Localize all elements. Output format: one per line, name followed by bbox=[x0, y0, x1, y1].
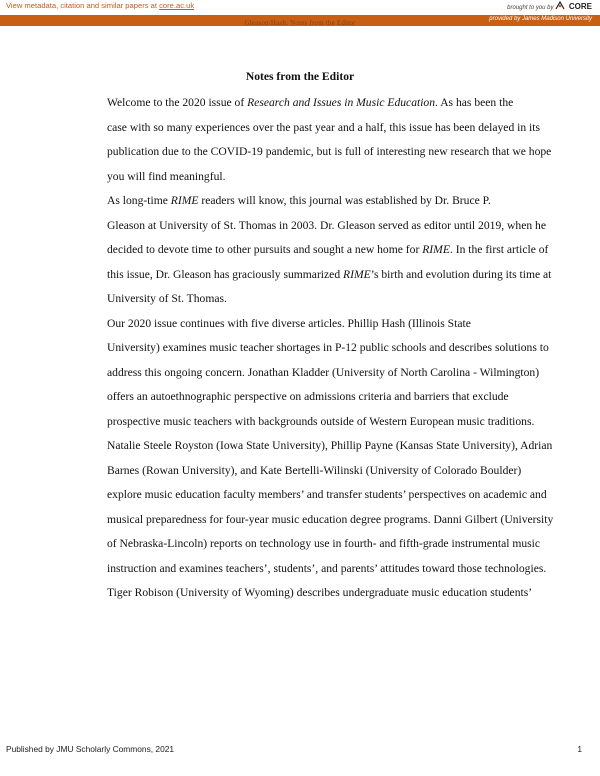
text-run: University of St. Thomas. bbox=[107, 292, 227, 305]
text-run: Natalie Steele Royston (Iowa State University), Phillip Payne (Kansas State University), Adrian bbox=[107, 439, 553, 452]
article-title: Notes from the Editor bbox=[245, 70, 355, 83]
text-line bbox=[71, 581, 533, 606]
text-run: of Nebraska-Lincoln) reports on technology use in fourth- and fifth-grade instrumental music bbox=[107, 537, 541, 550]
text-run: Tiger Robison (University of Wyoming) describes undergraduate music education students’ bbox=[107, 586, 533, 599]
text-run: you will find meaningful. bbox=[107, 169, 226, 183]
text-line bbox=[71, 336, 549, 361]
text-run: . As has been the bbox=[435, 96, 514, 109]
page-number: 1 bbox=[577, 744, 582, 754]
text-run: Welcome to the 2020 issue of bbox=[107, 96, 248, 109]
text-run: readers will know, this journal was established by Dr. Bruce P. bbox=[198, 194, 491, 207]
text-line bbox=[71, 140, 552, 165]
core-logo-icon bbox=[555, 1, 565, 10]
text-line bbox=[71, 165, 533, 190]
running-header: Gleason/Hash: Notes from the Editor bbox=[244, 19, 356, 27]
paragraph-articles bbox=[71, 312, 554, 606]
text-line bbox=[71, 91, 533, 116]
text-run: this issue, Dr. Gleason has graciously summarized bbox=[107, 267, 344, 281]
text-line bbox=[71, 557, 547, 582]
core-banner bbox=[0, 0, 600, 14]
text-run: address this ongoing concern. Jonathan Kladder (University of North Carolina - Wilmington) bbox=[107, 365, 540, 379]
text-line bbox=[71, 361, 540, 386]
italic-run: RIME bbox=[343, 267, 371, 281]
text-run: instruction and examines teachers’, students’, and parents’ attitudes toward those technologies. bbox=[107, 561, 547, 575]
text-run: ’s birth and evolution during its time at bbox=[370, 267, 552, 281]
text-line bbox=[71, 238, 549, 263]
text-line bbox=[71, 434, 553, 459]
text-run: Gleason at University of St. Thomas in 2003. Dr. Gleason served as editor until 2019, when he bbox=[107, 218, 546, 232]
text-run: Our 2020 issue continues with five diverse articles. Phillip Hash (Illinois State bbox=[107, 316, 471, 330]
article-body bbox=[71, 91, 554, 606]
text-line bbox=[71, 532, 541, 557]
text-run: publication due to the COVID-19 pandemic, but is full of interesting new research that we hope bbox=[107, 145, 552, 158]
text-run: offers an autoethnographic perspective on admissions criteria and barriers that exclude bbox=[107, 390, 509, 403]
brought-by bbox=[507, 1, 592, 11]
text-run: decided to devote time to other pursuits and sought a new home for bbox=[107, 243, 423, 256]
metadata-notice bbox=[6, 1, 194, 10]
text-line bbox=[71, 189, 533, 214]
text-run: prospective music teachers with backgrounds outside of Western European music traditions. bbox=[107, 414, 535, 428]
brought-by-text: brought to you by bbox=[507, 5, 554, 11]
text-run: musical preparedness for four-year music education degree programs. Danni Gilbert (University bbox=[107, 512, 554, 526]
text-line bbox=[71, 116, 541, 141]
text-line bbox=[71, 214, 546, 239]
text-line bbox=[71, 312, 533, 337]
italic-run: RIME bbox=[422, 243, 450, 256]
text-line bbox=[71, 287, 533, 312]
core-link[interactable]: core.ac.uk bbox=[159, 1, 195, 10]
text-line bbox=[71, 263, 552, 288]
paragraph-welcome bbox=[71, 91, 552, 189]
text-run: case with so many experiences over the past year and a half, this issue has been delayed in its bbox=[107, 120, 541, 134]
italic-run: RIME bbox=[170, 194, 199, 207]
text-line bbox=[71, 459, 533, 484]
text-run: As long-time bbox=[107, 194, 171, 207]
text-line bbox=[71, 508, 554, 533]
text-run: . In the first article of bbox=[449, 243, 549, 256]
publisher-line: Published by JMU Scholarly Commons, 2021 bbox=[6, 744, 175, 754]
italic-run: Research and Issues in Music Education bbox=[247, 96, 436, 109]
provided-by-text: provided by James Madison University bbox=[489, 16, 592, 22]
text-run: University) examines music teacher shortages in P-12 public schools and describes solutions to bbox=[107, 341, 549, 354]
text-run: Barnes (Rowan University), and Kate Bertelli-Wilinski (University of Colorado Boulder) bbox=[107, 463, 522, 477]
paragraph-history bbox=[71, 189, 552, 312]
text-run: explore music education faculty members’ and transfer students’ perspectives on academic and bbox=[107, 488, 547, 501]
core-brand: CORE bbox=[568, 2, 592, 11]
text-line bbox=[71, 410, 533, 435]
text-line bbox=[71, 483, 547, 508]
text-line bbox=[71, 385, 533, 410]
metadata-prefix: View metadata, citation and similar papers at bbox=[6, 1, 160, 10]
